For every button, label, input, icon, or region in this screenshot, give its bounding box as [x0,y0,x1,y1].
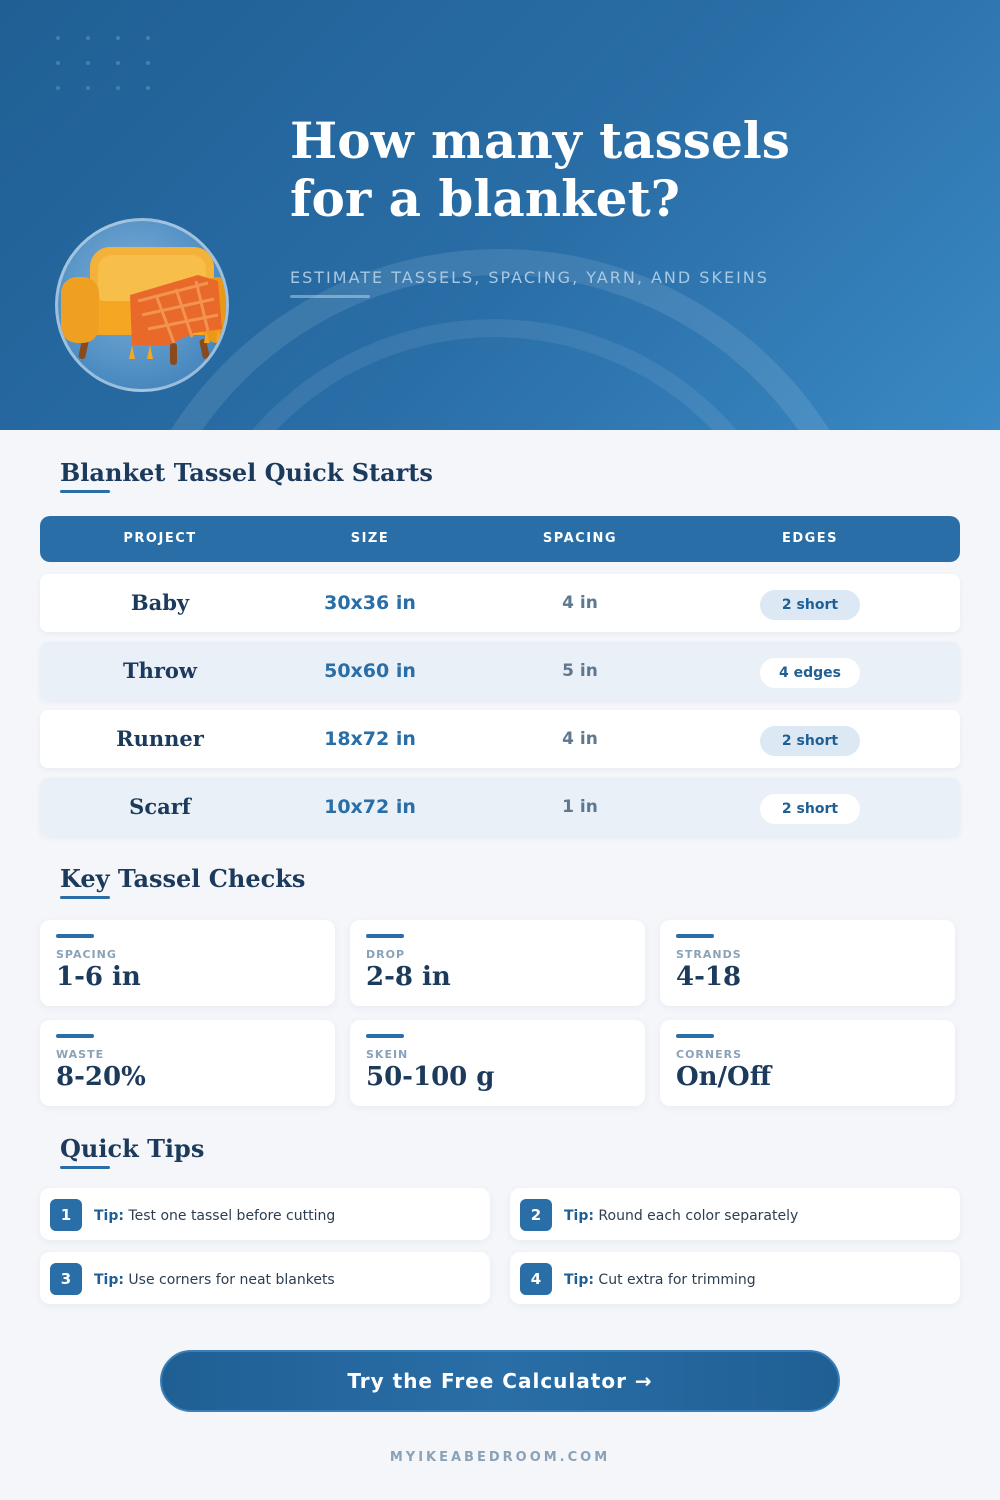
tip-prefix: Tip: [564,1272,594,1288]
edges-badge: 2 short [760,726,860,756]
decorative-dots [56,36,156,96]
edges-badge: 4 edges [760,658,860,688]
card-label: CORNERS [676,1048,743,1061]
cell-spacing: 5 in [562,661,598,681]
table-row [40,710,960,768]
header-project: PROJECT [123,531,197,546]
check-card [40,920,335,1006]
tip-text [564,1252,756,1304]
armchair-icon [55,218,229,392]
tip-item [40,1188,490,1240]
card-accent-bar [56,934,94,938]
table-row [40,778,960,836]
header-edges: EDGES [781,531,839,546]
section-title-key-checks: Key Tassel Checks [60,864,306,893]
table-row [40,574,960,632]
tip-body: Test one tassel before cutting [128,1208,336,1224]
check-card [350,920,645,1006]
card-label: WASTE [56,1048,105,1061]
section-underline [60,490,110,493]
tip-prefix: Tip: [94,1208,124,1224]
cell-project: Throw [122,658,198,683]
card-value: 8-20% [56,1062,146,1092]
section-underline [60,1166,110,1169]
section-title-quick-tips: Quick Tips [60,1134,205,1163]
cell-spacing: 4 in [562,729,598,749]
tip-number: 3 [50,1263,82,1295]
tip-prefix: Tip: [94,1272,124,1288]
title-line: How many tassels [290,111,790,170]
tip-text [94,1252,335,1304]
cell-size: 30x36 in [324,592,416,614]
card-value: 4-18 [676,962,742,992]
card-accent-bar [56,1034,94,1038]
cell-size: 10x72 in [324,796,416,818]
table-row [40,642,960,700]
subtitle-underline [290,295,370,298]
page-subtitle: ESTIMATE TASSELS, SPACING, YARN, AND SKEINS [290,268,769,287]
cell-size: 50x60 in [324,660,416,682]
check-card [350,1020,645,1106]
card-accent-bar [676,1034,714,1038]
tip-body: Use corners for neat blankets [128,1272,335,1288]
cell-spacing: 4 in [562,593,598,613]
tip-item [510,1188,960,1240]
card-value: 2-8 in [366,962,451,992]
edges-badge: 2 short [760,794,860,824]
tip-item [510,1252,960,1304]
cell-project: Scarf [129,794,191,819]
card-label: SPACING [56,948,117,961]
card-accent-bar [366,934,404,938]
card-accent-bar [676,934,714,938]
tip-number: 2 [520,1199,552,1231]
tip-body: Round each color separately [598,1208,799,1224]
card-value: 1-6 in [56,962,141,992]
card-accent-bar [366,1034,404,1038]
hero-banner [0,0,1000,430]
edges-badge: 2 short [760,590,860,620]
section-title-quick-starts: Blanket Tassel Quick Starts [60,458,433,487]
tip-item [40,1252,490,1304]
tip-text [564,1188,798,1240]
header-spacing: SPACING [542,531,618,546]
cell-project: Baby [130,590,190,615]
card-label: SKEIN [366,1048,409,1061]
cell-project: Runner [116,726,204,751]
page-title [290,112,930,228]
title-line: for a blanket? [290,169,680,228]
tip-number: 1 [50,1199,82,1231]
check-card [660,1020,955,1106]
cell-size: 18x72 in [324,728,416,750]
check-card [40,1020,335,1106]
tip-text [94,1188,335,1240]
footer-site-name: MYIKEABEDROOM.COM [389,1450,611,1465]
card-value: 50-100 g [366,1062,495,1092]
tip-body: Cut extra for trimming [598,1272,756,1288]
cell-spacing: 1 in [562,797,598,817]
section-underline [60,896,110,899]
check-card [660,920,955,1006]
card-label: STRANDS [676,948,742,961]
table-header [40,516,960,562]
card-value: On/Off [676,1062,772,1092]
header-size: SIZE [350,531,390,546]
tip-prefix: Tip: [564,1208,594,1224]
calculator-cta-button[interactable]: Try the Free Calculator → [160,1350,840,1412]
tip-number: 4 [520,1263,552,1295]
card-label: DROP [366,948,406,961]
